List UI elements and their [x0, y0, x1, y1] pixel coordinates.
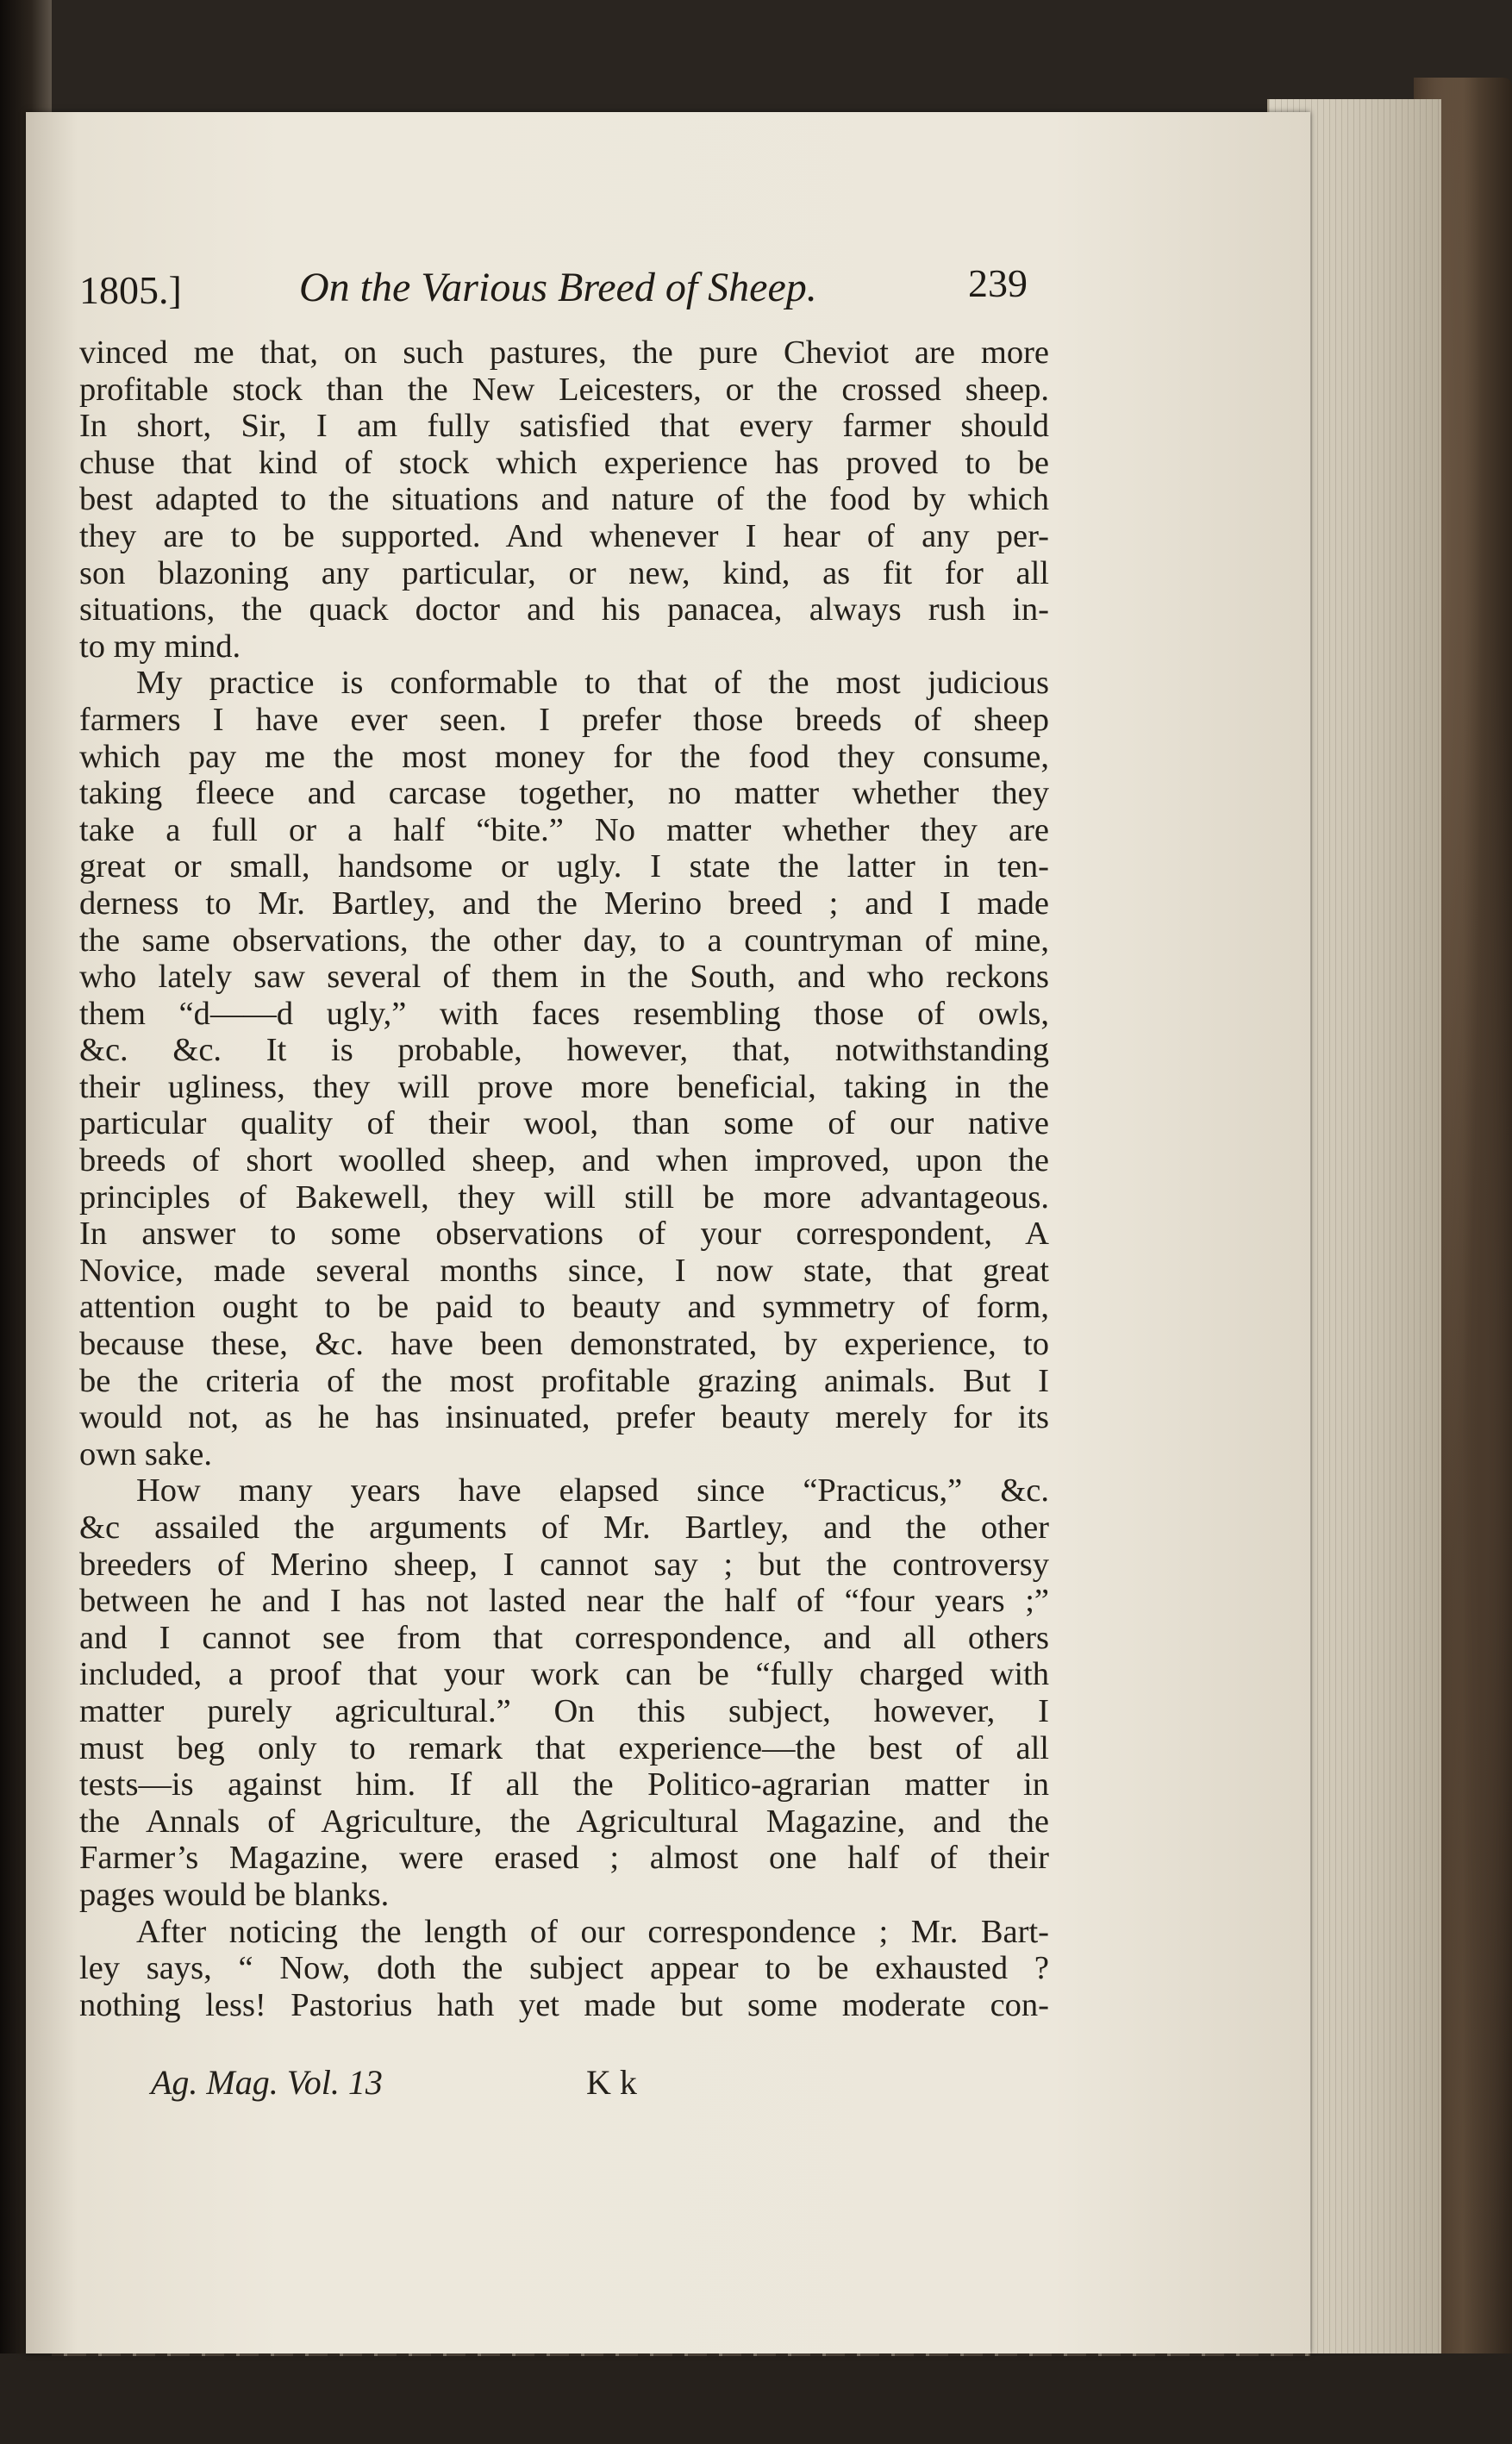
text-line: they are to be supported. And whenever I hear of any per- [79, 517, 1049, 554]
running-header [79, 259, 1028, 328]
text-line: the same observations, the other day, to a countryman of mine, [79, 922, 1049, 959]
text-line: must beg only to remark that experience—the best of all [79, 1729, 1049, 1766]
text-line: &c. &c. It is probable, however, that, notwithstanding [79, 1032, 1049, 1069]
text-line: situations, the quack doctor and his panacea, always rush in- [79, 591, 1049, 628]
text-line: derness to Mr. Bartley, and the Merino breed ; and I made [79, 884, 1049, 922]
text-line: taking fleece and carcase together, no matter whether they [79, 775, 1049, 812]
text-line: chuse that kind of stock which experience has proved to be [79, 444, 1049, 481]
text-line: take a full or a half “bite.” No matter whether they are [79, 811, 1049, 848]
body-text [79, 334, 1049, 2023]
text-line: Farmer’s Magazine, were erased ; almost one half of their [79, 1840, 1049, 1877]
text-line: their ugliness, they will prove more beneficial, taking in the [79, 1068, 1049, 1105]
background-surface [0, 2353, 1512, 2444]
text-line: and I cannot see from that correspondence, and all others [79, 1619, 1049, 1656]
text-line: farmers I have ever seen. I prefer those breeds of sheep [79, 701, 1049, 738]
text-line: the Annals of Agriculture, the Agricultural Magazine, and the [79, 1803, 1049, 1840]
running-title: On the Various Breed of Sheep. [299, 265, 817, 310]
text-line: pages would be blanks. [79, 1876, 390, 1913]
text-line: would not, as he has insinuated, prefer beauty merely for its [79, 1399, 1049, 1436]
text-line: tests—is against him. If all the Politico-agrarian matter in [79, 1766, 1049, 1803]
text-line: son blazoning any particular, or new, kind, as fit for all [79, 554, 1049, 591]
text-line: because these, &c. have been demonstrated, by experience, to [79, 1326, 1049, 1363]
text-line: After noticing the length of our correspondence ; Mr. Bart- [136, 1913, 1049, 1950]
text-line: profitable stock than the New Leicesters, or the crossed sheep. [79, 371, 1049, 408]
text-line: included, a proof that your work can be “fully charged with [79, 1656, 1049, 1693]
text-line: attention ought to be paid to beauty and symmetry of form, [79, 1289, 1049, 1326]
text-line: In short, Sir, I am fully satisfied that every farmer should [79, 408, 1049, 445]
text-line: particular quality of their wool, than some of our native [79, 1105, 1049, 1142]
text-line: them “d——d ugly,” with faces resembling those of owls, [79, 995, 1049, 1032]
text-line: vinced me that, on such pastures, the pure Cheviot are more [79, 334, 1049, 371]
text-line: matter purely agricultural.” On this subject, however, I [79, 1692, 1049, 1729]
text-line: be the criteria of the most profitable grazing animals. But I [79, 1362, 1049, 1399]
text-line: own sake. [79, 1435, 212, 1472]
text-line: How many years have elapsed since “Practicus,” &c. [136, 1472, 1049, 1510]
text-line: ley says, “ Now, doth the subject appear to be exhausted ? [79, 1950, 1049, 1987]
page-number: 239 [968, 261, 1028, 305]
text-line: breeds of short woolled sheep, and when improved, upon the [79, 1142, 1049, 1179]
text-line: Novice, made several months since, I now state, that great [79, 1252, 1049, 1289]
text-line: &c assailed the arguments of Mr. Bartley, and the other [79, 1510, 1049, 1546]
header-year: 1805.] [79, 268, 182, 312]
text-line: who lately saw several of them in the South, and who reckons [79, 959, 1049, 996]
page-footer [151, 2062, 754, 2114]
text-line: In answer to some observations of your correspondent, A [79, 1216, 1049, 1253]
text-line: best adapted to the situations and nature of the food by which [79, 481, 1049, 518]
sheet-signature: K k [586, 2063, 637, 2102]
text-line: principles of Bakewell, they will still be more advantageous. [79, 1178, 1049, 1216]
text-line: to my mind. [79, 628, 241, 665]
text-line: which pay me the most money for the food they consume, [79, 738, 1049, 775]
text-line: nothing less! Pastorius hath yet made but some moderate con- [79, 1986, 1049, 2023]
signature-mark: Ag. Mag. Vol. 13 [151, 2063, 383, 2102]
text-line: between he and I has not lasted near the half of “four years ;” [79, 1583, 1049, 1620]
text-line: My practice is conformable to that of the most judicious [136, 665, 1049, 702]
text-line: breeders of Merino sheep, I cannot say ; but the controversy [79, 1546, 1049, 1583]
text-line: great or small, handsome or ugly. I state the latter in ten- [79, 848, 1049, 885]
